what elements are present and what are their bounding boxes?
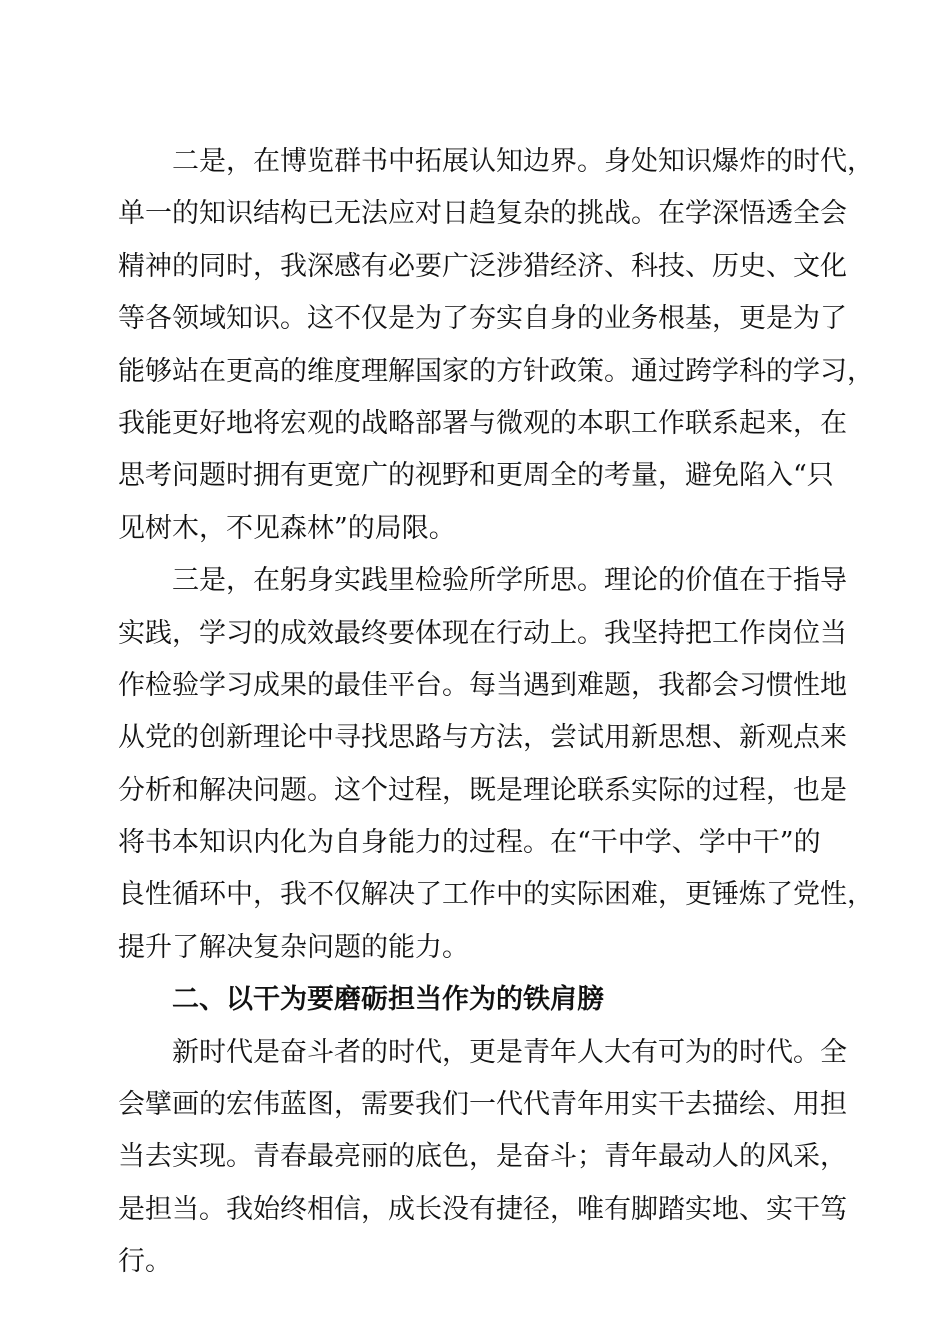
paragraph-line: [118, 555, 848, 607]
paragraph-line: 等各领域知识。这不仅是为了夯实自身的业务根基，更是为了: [118, 303, 847, 335]
paragraph-line: 作检验学习成果的最佳平台。每当遇到难题，我都会习惯性地: [118, 669, 847, 701]
paragraph-lead: 二是，在博览群书中拓展认知边界。: [172, 146, 604, 177]
paragraph-line: 精神的同时，我深感有必要广泛涉猎经济、科技、历史、文化: [118, 250, 847, 282]
paragraph-line: 分析和解决问题。这个过程，既是理论联系实际的过程，也是: [118, 774, 847, 806]
paragraph-line: 是担当。我始终相信，成长没有捷径，唯有脚踏实地、实干笃: [118, 1193, 847, 1225]
paragraph-line: 良性循环中，我不仅解决了工作中的实际困难，更锤炼了党性，: [118, 879, 874, 911]
paragraph-line: 思考问题时拥有更宽广的视野和更周全的考量，避免陷入“只: [118, 460, 834, 492]
paragraph-lead: 三是，在躬身实践里检验所学所思。: [172, 565, 604, 597]
paragraph-text: 理论的价值在于指导: [604, 565, 847, 597]
paragraph-line: 从党的创新理论中寻找思路与方法，尝试用新思想、新观点来: [118, 722, 847, 754]
paragraph-line: 将书本知识内化为自身能力的过程。在“干中学、学中干”的: [118, 827, 821, 859]
paragraph-line: 单一的知识结构已无法应对日趋复杂的挑战。在学深悟透全会: [118, 198, 847, 230]
paragraph-line: 会擘画的宏伟蓝图，需要我们一代代青年用实干去描绘、用担: [118, 1089, 847, 1121]
paragraph-text: 身处知识爆炸的时代，: [604, 146, 874, 177]
paragraph-line: 行。: [118, 1246, 172, 1278]
paragraph-line: 新时代是奋斗者的时代，更是青年人大有可为的时代。全: [172, 1036, 847, 1068]
document-body: [118, 136, 874, 1289]
paragraph-line: 实践，学习的成效最终要体现在行动上。我坚持把工作岗位当: [118, 617, 847, 649]
paragraph-line: 当去实现。青春最亮丽的底色，是奋斗；青年最动人的风采，: [118, 1141, 847, 1173]
paragraph-line: 我能更好地将宏观的战略部署与微观的本职工作联系起来，在: [118, 407, 847, 439]
paragraph-line: 提升了解决复杂问题的能力。: [118, 931, 469, 963]
section-heading: 二、以干为要磨砺担当作为的铁肩膀: [172, 984, 604, 1016]
paragraph-line: 见树木，不见森林”的局限。: [118, 512, 456, 544]
paragraph-line: [118, 136, 874, 188]
paragraph-line: 能够站在更高的维度理解国家的方针政策。通过跨学科的学习，: [118, 355, 874, 387]
